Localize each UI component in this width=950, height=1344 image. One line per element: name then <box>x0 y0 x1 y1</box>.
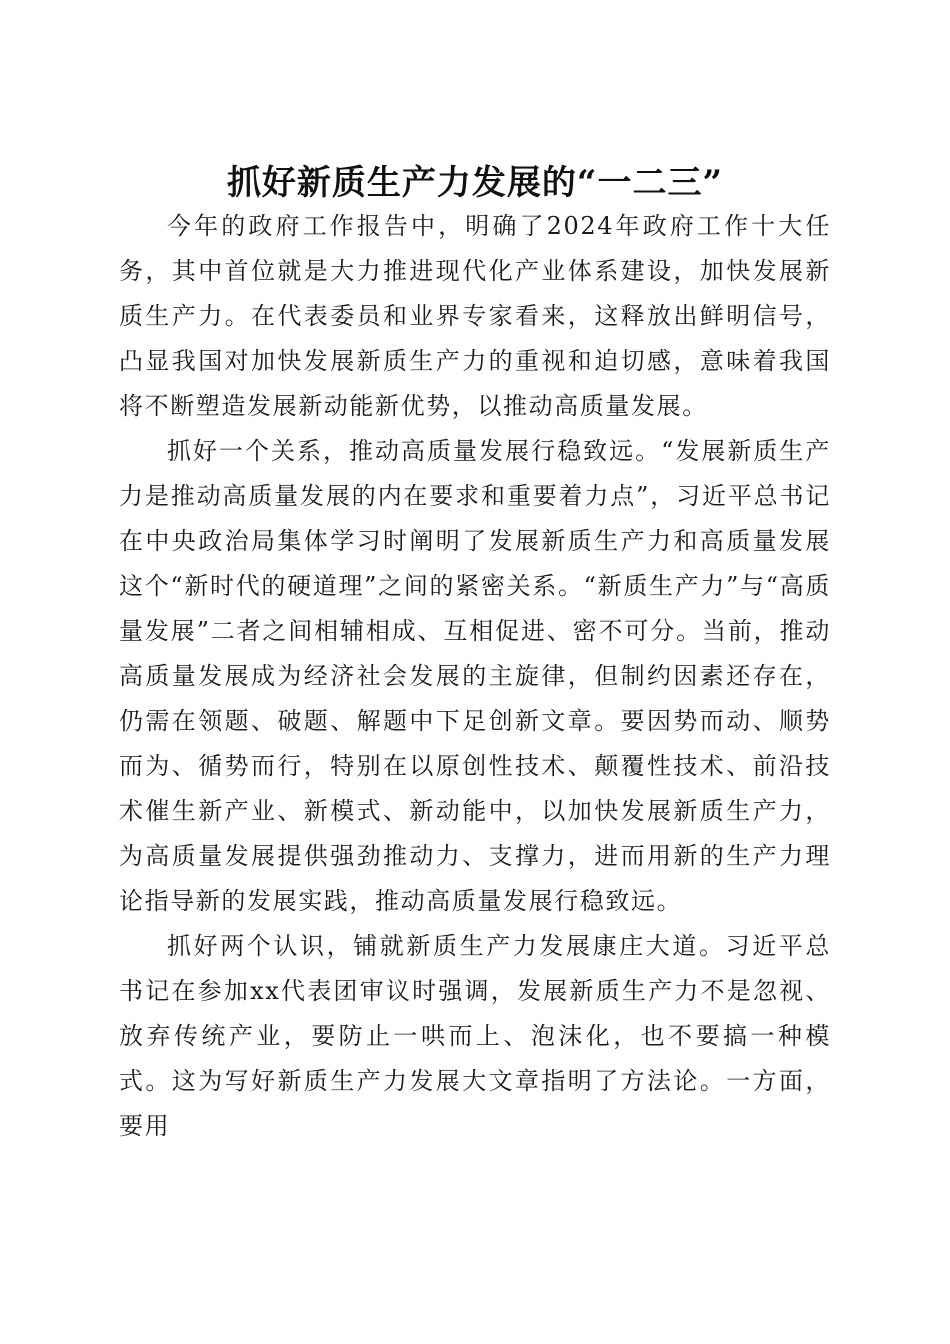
paragraph-one-relationship: 抓好一个关系，推动高质量发展行稳致远。“发展新质生产力是推动高质量发展的内在要求和重要着力点”，习近平总书记在中央政治局集体学习时阐明了发展新质生产力和高质量发展这个“新时代的硬道理”之间的紧密关系。“新质生产力”与“高质量发展”二者之间相辅相成、互相促进、密不可分。当前，推动高质量发展成为经济社会发展的主旋律，但制约因素还存在，仍需在领题、破题、解题中下足创新文章。要因势而动、顺势而为、循势而行，特别在以原创性技术、颠覆性技术、前沿技术催生新产业、新模式、新动能中，以加快发展新质生产力，为高质量发展提供强劲推动力、支撑力，进而用新的生产力理论指导新的发展实践，推动高质量发展行稳致远。 <box>119 437 831 915</box>
document-body <box>119 204 831 1149</box>
document-title: 抓好新质生产力发展的“一二三” <box>226 162 724 203</box>
paragraph-intro: 今年的政府工作报告中，明确了2024年政府工作十大任务，其中首位就是大力推进现代化产业体系建设，加快发展新质生产力。在代表委员和业界专家看来，这释放出鲜明信号，凸显我国对加快发展新质生产力的重视和迫切感，意味着我国将不断塑造发展新动能新优势，以推动高质量发展。 <box>119 212 831 420</box>
paragraph-two-understandings: 抓好两个认识，铺就新质生产力发展康庄大道。习近平总书记在参加xx代表团审议时强调，发展新质生产力不是忽视、放弃传统产业，要防止一哄而上、泡沫化，也不要搞一种模式。这为写好新质生产力发展大文章指明了方法论。一方面，要用 <box>119 932 831 1140</box>
